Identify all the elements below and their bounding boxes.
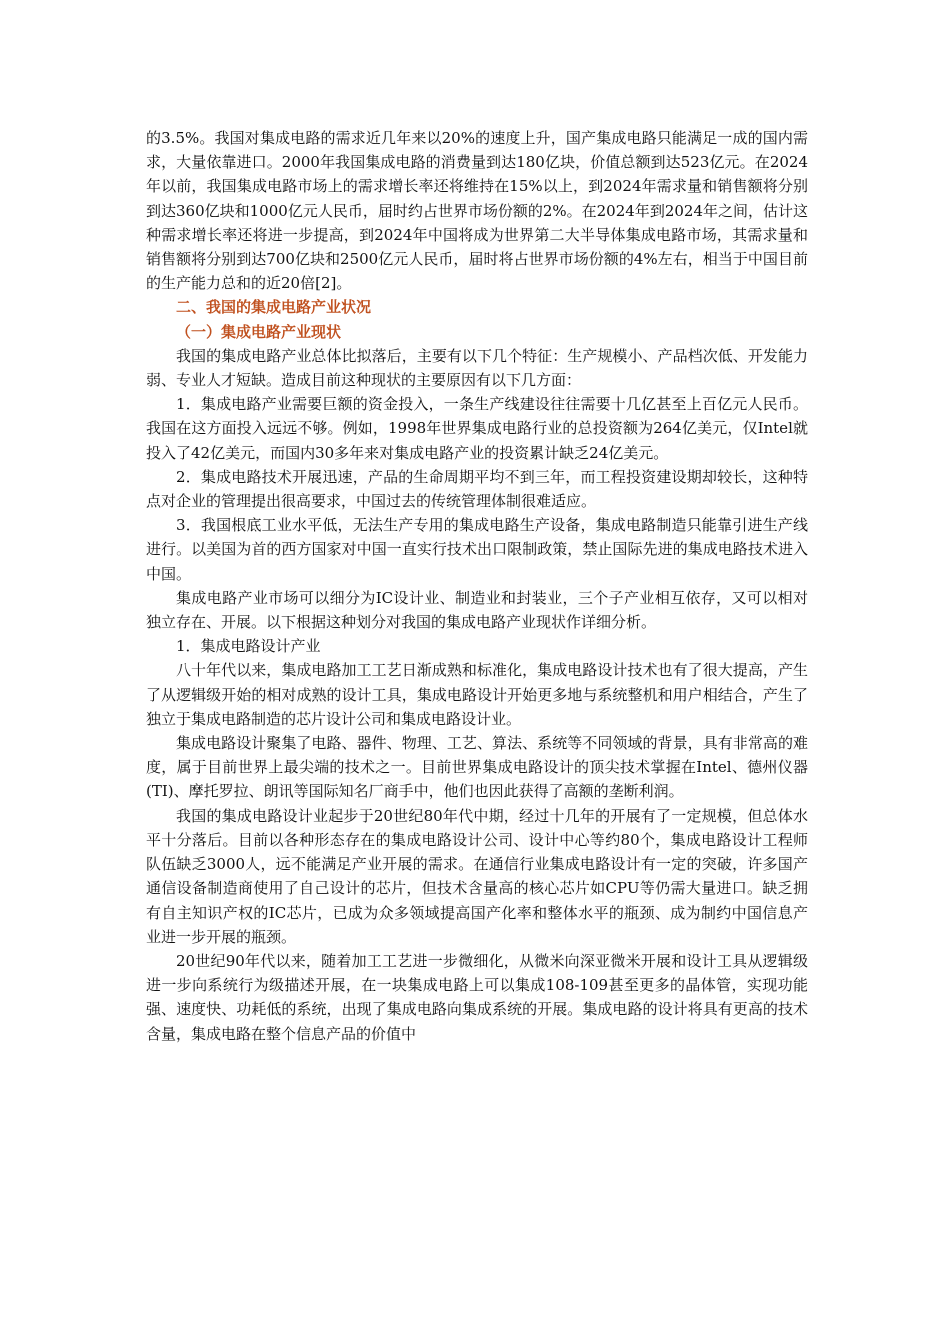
- paragraph-domestic-design: 我国的集成电路设计业起步于20世纪80年代中期，经过十几年的开展有了一定规模，但总体水平十分落后。目前以各种形态存在的集成电路设计公司、设计中心等约80个，集成电路设计工程师队伍缺乏3000人，远不能满足产业开展的需求。在通信行业集成电路设计有一定的突破，许多国产通信设备制造商使用了自己设计的芯片，但技术含量高的核心芯片如CPU等仍需大量进口。缺乏拥有自主知识产权的IC芯片，已成为众多领域提高国产化率和整体水平的瓶颈、成为制约中国信息产业进一步开展的瓶颈。: [146, 806, 808, 946]
- document-page: [146, 126, 808, 1046]
- paragraph-design-history: 八十年代以来，集成电路加工工艺日渐成熟和标准化，集成电路设计技术也有了很大提高，产生了从逻辑级开始的相对成熟的设计工具，集成电路设计开始更多地与系统整机和用户相结合，产生了独立于集成电路制造的芯片设计公司和集成电路设计业。: [146, 661, 808, 728]
- section-heading-2: 二、我国的集成电路产业状况: [176, 298, 372, 317]
- paragraph-design-difficulty: 集成电路设计聚集了电路、器件、物理、工艺、算法、系统等不同领域的背景，具有非常高的难度，属于目前世界上最尖端的技术之一。目前世界集成电路设计的顶尖技术掌握在Intel、德州仪器(TI)、摩托罗拉、朗讯等国际知名厂商手中，他们也因此获得了高额的垄断利润。: [146, 734, 808, 801]
- paragraph-market-segments: 集成电路产业市场可以细分为IC设计业、制造业和封装业，三个子产业相互依存，又可以相对独立存在、开展。以下根据这种划分对我国的集成电路产业现状作详细分析。: [146, 588, 808, 632]
- paragraph-overview: 我国的集成电路产业总体比拟落后，主要有以下几个特征：生产规模小、产品档次低、开发能力弱、专业人才短缺。造成目前这种现状的主要原因有以下几方面：: [146, 346, 808, 390]
- paragraph-reason-1: 1．集成电路产业需要巨额的资金投入，一条生产线建设往往需要十几亿甚至上百亿元人民币。我国在这方面投入远远不够。例如，1998年世界集成电路行业的总投资额为264亿美元，仅Intel就投入了42亿美元，而国内30多年来对集成电路产业的投资累计缺乏24亿美元。: [146, 395, 808, 462]
- paragraph-reason-3: 3．我国根底工业水平低，无法生产专用的集成电路生产设备，集成电路制造只能靠引进生产线进行。以美国为首的西方国家对中国一直实行技术出口限制政策，禁止国际先进的集成电路技术进入中国。: [146, 516, 808, 583]
- paragraph-design-trend: 20世纪90年代以来，随着加工工艺进一步微细化，从微米向深亚微米开展和设计工具从逻辑级进一步向系统行为级描述开展，在一块集成电路上可以集成108-109甚至更多的晶体管，实现功能强、速度快、功耗低的系统，出现了集成电路向集成系统的开展。集成电路的设计将具有更高的技术含量，集成电路在整个信息产品的价值中: [146, 951, 808, 1043]
- paragraph-reason-2: 2．集成电路技术开展迅速，产品的生命周期平均不到三年，而工程投资建设期却较长，这种特点对企业的管理提出很高要求，中国过去的传统管理体制很难适应。: [146, 467, 808, 511]
- paragraph-intro-continued: 的3.5%。我国对集成电路的需求近几年来以20%的速度上升，国产集成电路只能满足一成的国内需求，大量依靠进口。2000年我国集成电路的消费量到达180亿块，价值总额到达523亿元。在2024年以前，我国集成电路市场上的需求增长率还将维持在15%以上，到2024年需求量和销售额将分别到达360亿块和1000亿元人民币，届时约占世界市场份额的2%。在2024年到2024年之间，估计这种需求增长率还将进一步提高，到2024年中国将成为世界第二大半导体集成电路市场，其需求量和销售额将分别到达700亿块和2500亿元人民币，届时将占世界市场份额的4%左右，相当于中国目前的生产能力总和的近20倍[2]。: [146, 129, 808, 293]
- paragraph-design-industry-title: 1．集成电路设计产业: [176, 637, 321, 656]
- subsection-heading-1: （一）集成电路产业现状: [176, 322, 342, 341]
